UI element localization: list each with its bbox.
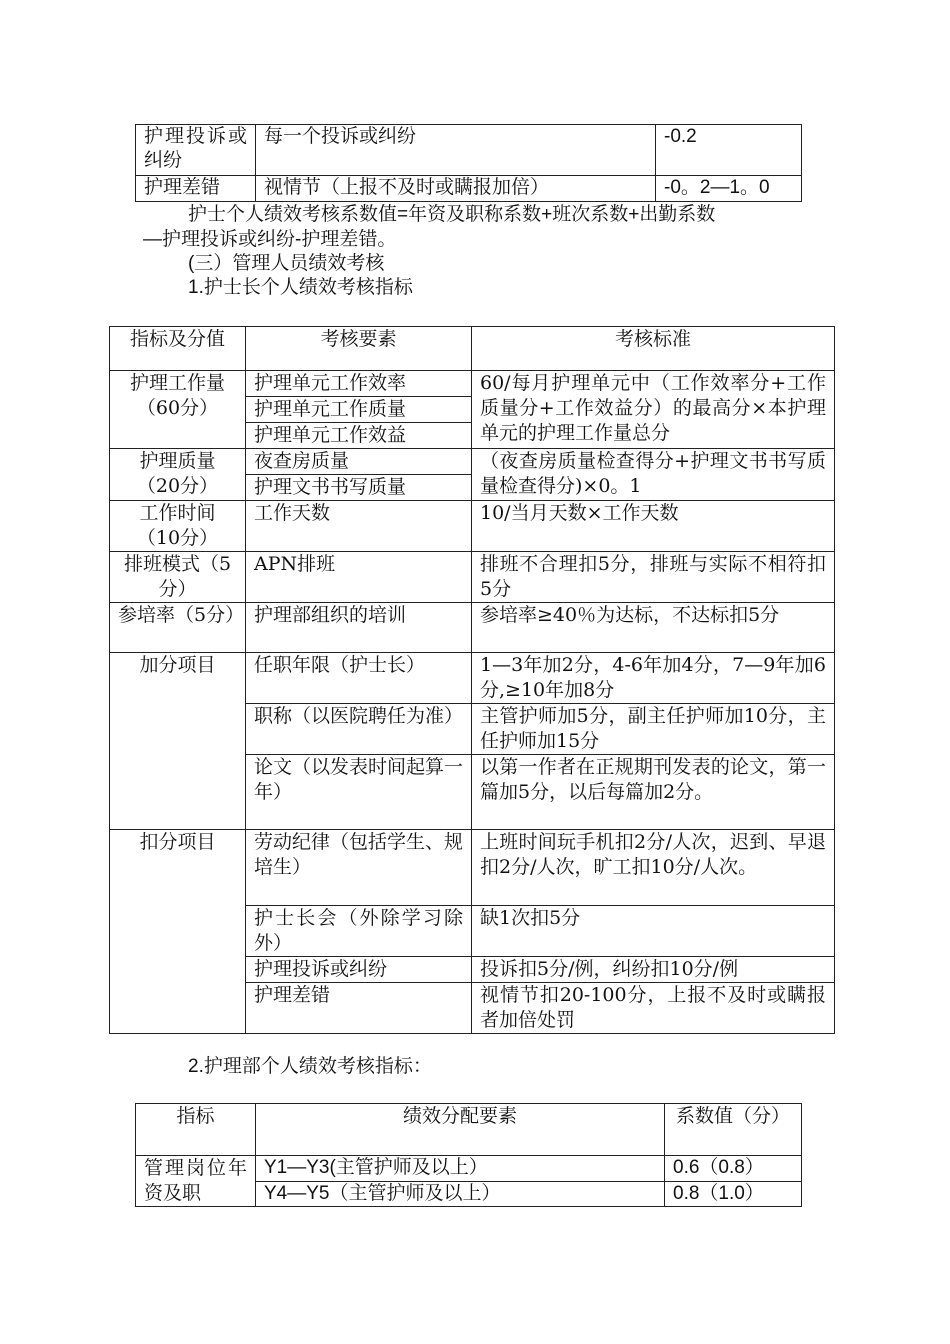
element-cell: Y1—Y3(主管护师及以上） (256, 1156, 665, 1182)
table-header-row (110, 327, 835, 371)
value-cell: 0.6（0.8） (665, 1156, 802, 1182)
row-item: 护理差错 (136, 176, 256, 202)
element-cell: 护理投诉或纠纷 (246, 957, 472, 983)
element-cell: 护理部组织的培训 (246, 603, 472, 653)
element-cell: 护士长会（外除学习除外） (246, 906, 472, 957)
header-cell: 指标 (136, 1104, 256, 1156)
table-row (136, 176, 802, 202)
table-row (136, 125, 802, 176)
standard-cell: 10/当月天数×工作天数 (472, 501, 835, 552)
table-row (110, 501, 835, 552)
element-cell: 劳动纪律（包括学生、规培生） (246, 830, 472, 906)
element-cell: 护理单元工作效率 (246, 371, 472, 397)
element-cell: 护理单元工作质量 (246, 397, 472, 423)
row-value: -0。2—1。0 (656, 176, 802, 202)
table-row (136, 1156, 802, 1182)
head-nurse-title: 1.护士长个人绩效考核指标 (188, 277, 413, 298)
standard-cell: 主管护师加5分，副主任护师加10分，主任护师加15分 (472, 704, 835, 755)
category-label: 加分项目 (110, 653, 246, 830)
element-cell: 护理单元工作效益 (246, 423, 472, 449)
standard-cell: 60/每月护理单元中（工作效率分+工作质量分+工作效益分）的最高分×本护理单元的护理工作量总分 (472, 371, 835, 449)
table-row (110, 552, 835, 603)
header-cell: 系数值（分） (665, 1104, 802, 1156)
complaint-error-table (135, 124, 802, 202)
header-cell: 考核要素 (246, 327, 472, 371)
category-label: 扣分项目 (110, 830, 246, 1034)
element-cell: 工作天数 (246, 501, 472, 552)
standard-cell: 缺1次扣5分 (472, 906, 835, 957)
row-detail: 视情节（上报不及时或瞒报加倍） (256, 176, 656, 202)
nursing-dept-title: 2.护理部个人绩效考核指标： (188, 1056, 432, 1077)
header-cell: 指标及分值 (110, 327, 246, 371)
header-cell: 考核标准 (472, 327, 835, 371)
header-cell: 绩效分配要素 (256, 1104, 665, 1156)
category-label: 排班模式（5分） (110, 552, 246, 603)
table-row (110, 653, 835, 704)
category-label: 护理工作量（60分） (110, 371, 246, 449)
formula-line-2: —护理投诉或纠纷-护理差错。 (143, 229, 397, 250)
standard-cell: （夜查房质量检查得分+护理文书书写质量检查得分)×0。1 (472, 449, 835, 501)
element-cell: 论文（以发表时间起算一年） (246, 755, 472, 830)
nursing-dept-kpi-table (135, 1103, 802, 1207)
standard-cell: 参培率≥40％为达标，不达标扣5分 (472, 603, 835, 653)
table-row (110, 371, 835, 397)
element-cell: 护理文书书写质量 (246, 475, 472, 501)
element-cell: Y4—Y5（主管护师及以上） (256, 1181, 665, 1207)
value-cell: 0.8（1.0） (665, 1181, 802, 1207)
category-label: 参培率（5分） (110, 603, 246, 653)
category-label: 护理质量（20分） (110, 449, 246, 501)
row-label: 管理岗位年资及职 (136, 1156, 256, 1207)
element-cell: 任职年限（护士长） (246, 653, 472, 704)
element-cell: 夜查房质量 (246, 449, 472, 475)
table-row (110, 830, 835, 906)
element-cell: 护理差错 (246, 983, 472, 1034)
table-header-row (136, 1104, 802, 1156)
standard-cell: 排班不合理扣5分，排班与实际不相符扣5分 (472, 552, 835, 603)
row-detail: 每一个投诉或纠纷 (256, 125, 656, 176)
standard-cell: 视情节扣20-100分，上报不及时或瞒报者加倍处罚 (472, 983, 835, 1034)
element-cell: APN排班 (246, 552, 472, 603)
category-label: 工作时间（10分） (110, 501, 246, 552)
standard-cell: 投诉扣5分/例，纠纷扣10分/例 (472, 957, 835, 983)
table-row (110, 449, 835, 475)
standard-cell: 上班时间玩手机扣2分/人次，迟到、早退扣2分/人次，旷工扣10分/人次。 (472, 830, 835, 906)
head-nurse-kpi-table (109, 326, 835, 1034)
element-cell: 职称（以医院聘任为准） (246, 704, 472, 755)
formula-line-1: 护士个人绩效考核系数值=年资及职称系数+班次系数+出勤系数 (188, 204, 716, 225)
section-heading: (三）管理人员绩效考核 (188, 253, 385, 274)
standard-cell: 以第一作者在正规期刊发表的论文，第一篇加5分，以后每篇加2分。 (472, 755, 835, 830)
row-value: -0.2 (656, 125, 802, 176)
standard-cell: 1—3年加2分，4-6年加4分，7—9年加6分,≥10年加8分 (472, 653, 835, 704)
row-item: 护理投诉或纠纷 (136, 125, 256, 176)
table-row (110, 603, 835, 653)
